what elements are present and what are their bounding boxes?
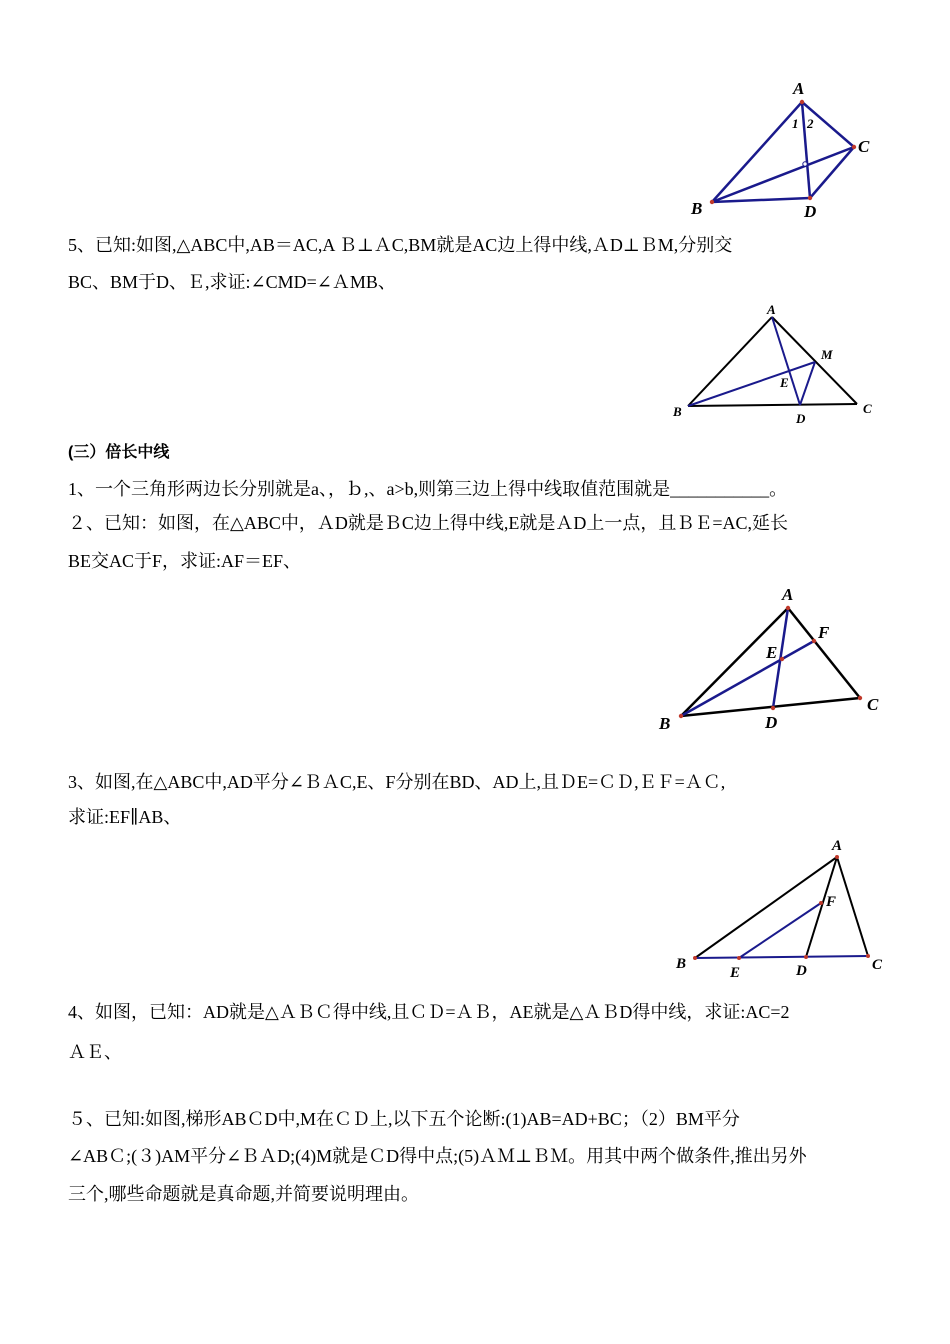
segment-bc — [712, 147, 854, 202]
segment-ab — [712, 102, 802, 202]
label-e: E — [730, 965, 741, 981]
question-2-line-1: ２、已知：如图，在△ABC中，ＡD就是ＢC边上得中线,E就是ＡD上一点，且ＢＥ=AC,延长 — [68, 513, 789, 533]
segment-md — [800, 362, 815, 405]
figure-3 — [655, 580, 895, 740]
problem-5a-line-1: 5、已知:如图,△ABC中,AB＝AC,A Ｂ⊥ＡC,BM就是AC边上得中线,ＡD⊥ＢM,分别交 — [68, 235, 733, 255]
segment-bc — [695, 956, 868, 958]
label-c: C — [858, 137, 870, 156]
problem-5a-line-2: BC、BM于D、Ｅ,求证:∠CMD=∠ＡMB、 — [68, 272, 396, 292]
question-5-line-2: ∠ABＣ;(３)AM平分∠ＢＡD;(4)M就是ＣD得中点;(5)ＡＭ⊥ＢＭ。用其中两个做条件,推出另外 — [68, 1146, 807, 1166]
segment-bc — [688, 404, 857, 406]
figure-1 — [690, 75, 890, 225]
label-d: D — [804, 202, 817, 221]
label-b: B — [676, 956, 687, 972]
angle-2-label: 2 — [807, 116, 814, 131]
label-m: M — [821, 347, 833, 362]
question-4-line-1: 4、如图，已知：AD就是△ＡＢＣ得中线,且ＣＤ=ＡＢ，AE就是△ＡＢD得中线，求证:AC=2 — [68, 1002, 790, 1022]
label-b: B — [659, 714, 671, 733]
segment-bm — [688, 362, 815, 406]
label-a: A — [793, 79, 805, 98]
figure-2 — [665, 295, 895, 435]
label-d: D — [796, 963, 807, 979]
label-d: D — [765, 713, 778, 732]
section-heading: (三）倍长中线 — [68, 444, 170, 461]
label-f: F — [818, 623, 830, 642]
question-2-line-2: BE交AC于F，求证:AF＝EF、 — [68, 551, 302, 571]
figure-4 — [665, 830, 895, 980]
segment-ac — [772, 317, 857, 404]
question-5-line-1: ５、已知:如图,梯形ABＣD中,M在ＣＤ上,以下五个论断:(1)AB=AD+BC；（2）BM平分 — [68, 1109, 740, 1129]
label-b: B — [691, 199, 703, 218]
segment-ac — [788, 608, 860, 698]
label-e: E — [766, 643, 778, 662]
angle-1-label: 1 — [792, 116, 799, 131]
question-4-line-2: ＡＥ、 — [68, 1042, 122, 1062]
segment-ab — [681, 608, 788, 716]
label-e: E — [780, 375, 789, 390]
label-d: D — [796, 411, 806, 426]
label-b: B — [673, 404, 682, 419]
segment-ac — [837, 857, 868, 956]
segment-ab — [688, 317, 772, 406]
question-1: 1、一个三角形两边长分别就是a、，ｂ,、a>b,则第三边上得中线取值范围就是___________。 — [68, 479, 788, 499]
question-5-line-3: 三个,哪些命题就是真命题,并简要说明理由。 — [68, 1184, 419, 1204]
label-a: A — [832, 838, 843, 854]
label-a: A — [782, 585, 794, 604]
question-3-line-2: 求证:EF∥AB、 — [68, 807, 182, 827]
label-c: C — [872, 957, 883, 973]
segment-bd — [712, 198, 810, 202]
label-c: C — [867, 695, 879, 714]
label-f: F — [826, 894, 837, 910]
label-a: A — [767, 302, 776, 317]
question-3-line-1: 3、如图,在△ABC中,AD平分∠ＢＡC,E、F分别在BD、AD上,且ＤE=ＣＤ,ＥＦ=ＡＣ, — [68, 772, 726, 792]
label-c: C — [863, 401, 872, 416]
